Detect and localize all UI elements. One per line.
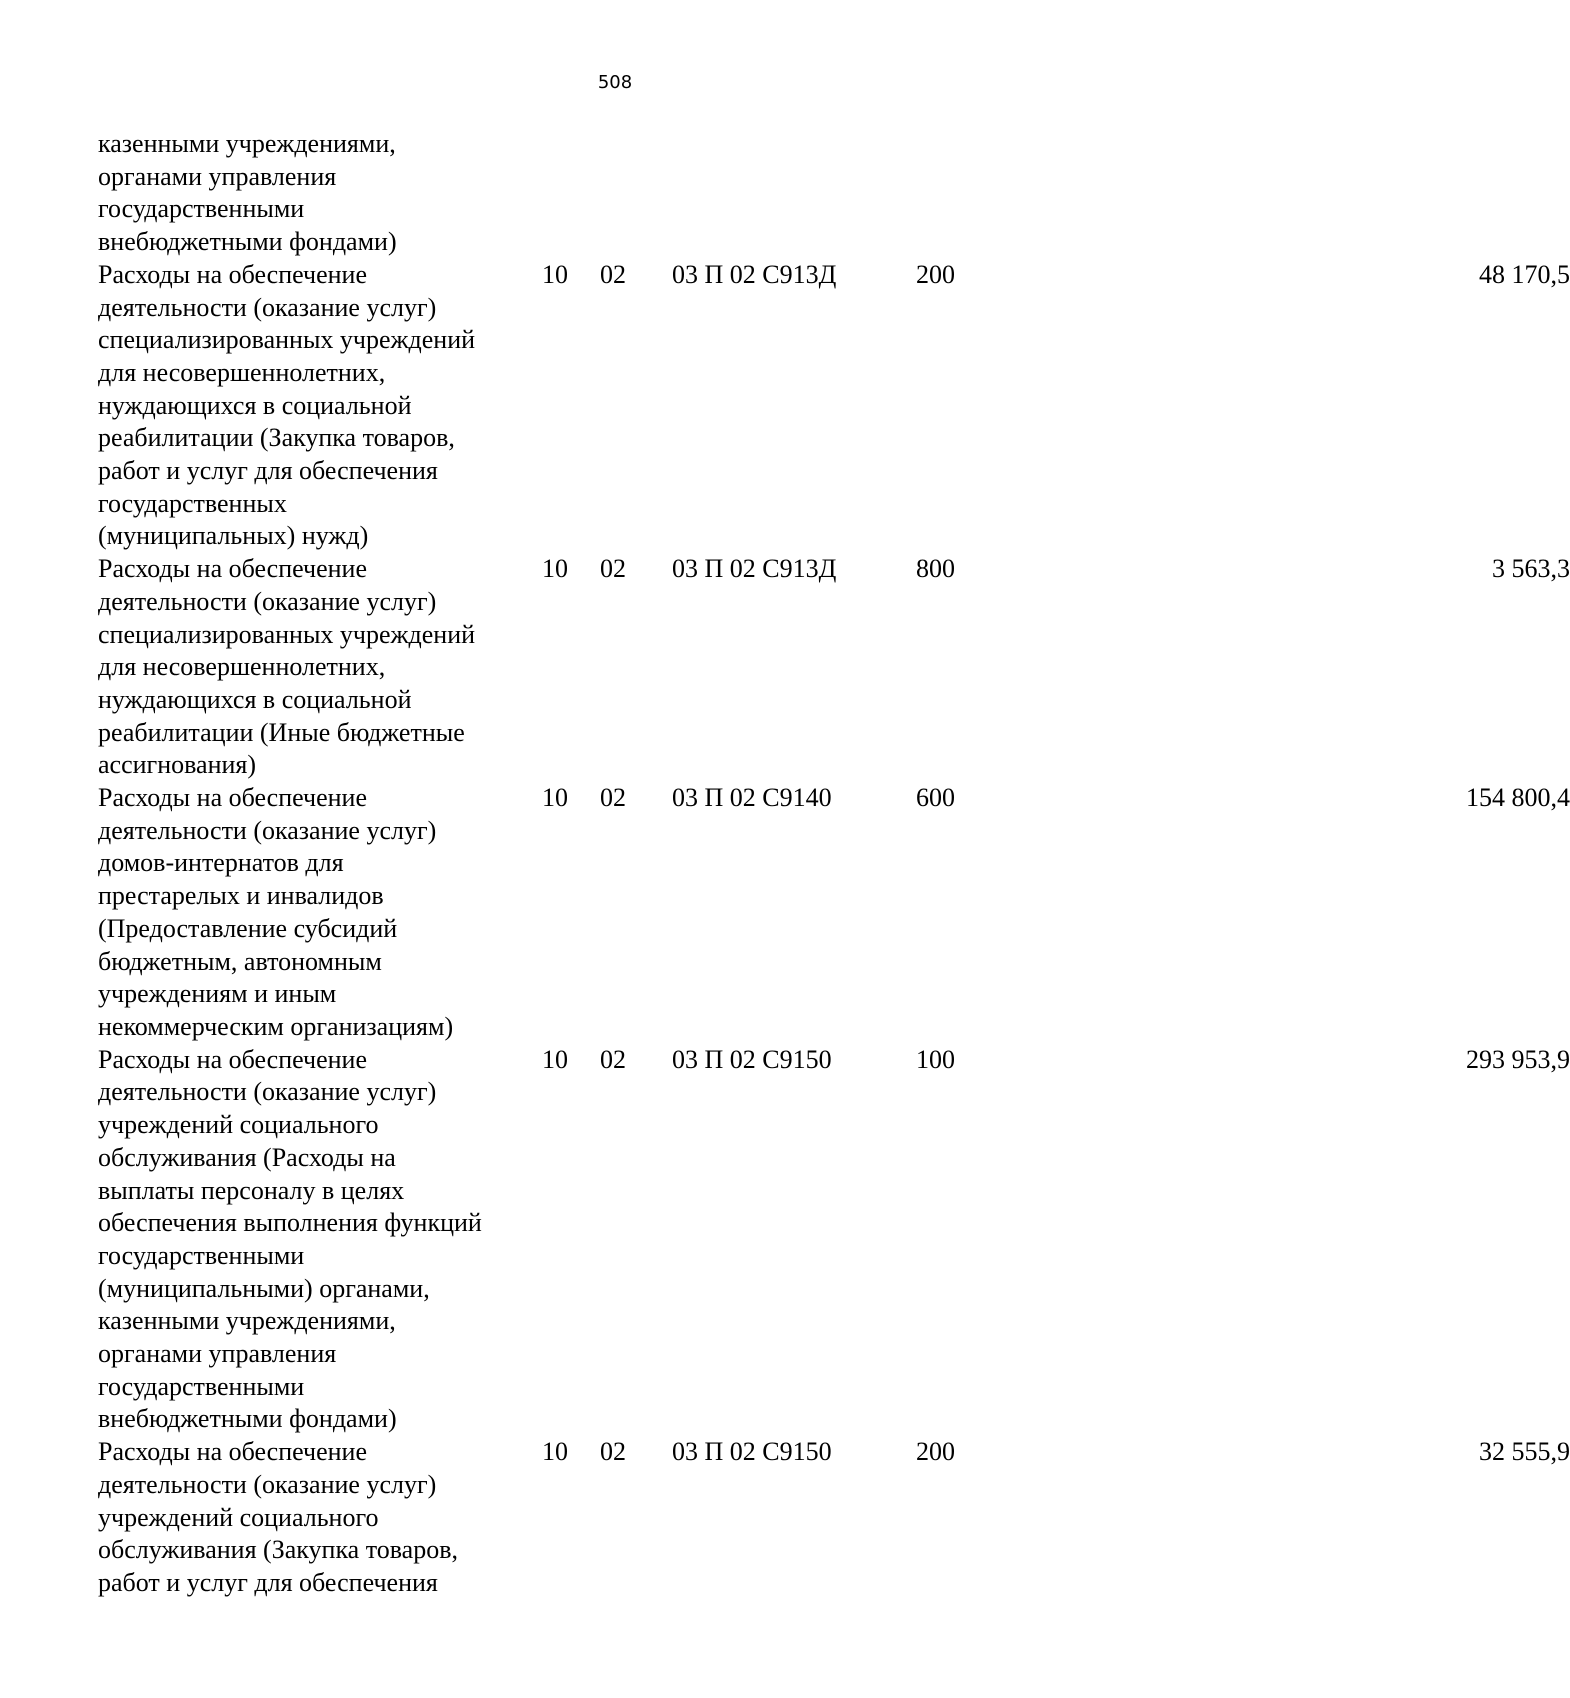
table-row xyxy=(98,782,1570,1044)
page-number: 508 xyxy=(597,72,633,93)
row-description: Расходы на обеспечение деятельности (оказание услуг) домов-интернатов для престарелых и инвалидов (Предоставление субсидий бюджетным, автономным учреждениям и иным некоммерческим организациям) xyxy=(98,783,454,1041)
row-expense-type-code: 200 xyxy=(916,1437,955,1467)
row-description: Расходы на обеспечение деятельности (оказание услуг) специализированных учреждений для несовершеннолетних, нуждающихся в социальной реабилитации (Иные бюджетные ассигнования) xyxy=(98,554,476,780)
row-target-article-code: 03 П 02 С913Д xyxy=(672,259,837,289)
row-target-article-code: 03 П 02 С9150 xyxy=(672,1044,832,1074)
row-subsection-code: 02 xyxy=(600,554,626,584)
row-section-code: 10 xyxy=(542,259,568,289)
table-row xyxy=(98,128,518,259)
row-amount: 3 563,3 xyxy=(1492,554,1570,584)
row-amount: 154 800,4 xyxy=(1466,783,1570,813)
row-target-article-code: 03 П 02 С9150 xyxy=(672,1437,832,1467)
row-amount: 293 953,9 xyxy=(1466,1044,1570,1074)
row-subsection-code: 02 xyxy=(600,1437,626,1467)
row-target-article-code: 03 П 02 С913Д xyxy=(672,554,837,584)
row-description: Расходы на обеспечение деятельности (оказание услуг) специализированных учреждений для несовершеннолетних, нуждающихся в социальной реабилитации (Закупка товаров, работ и услуг для обеспечения государственных (муниципальных) нужд) xyxy=(98,259,476,551)
row-subsection-code: 02 xyxy=(600,259,626,289)
row-amount: 32 555,9 xyxy=(1479,1437,1570,1467)
row-amount: 48 170,5 xyxy=(1479,259,1570,289)
row-target-article-code: 03 П 02 С9140 xyxy=(672,783,832,813)
row-expense-type-code: 200 xyxy=(916,259,955,289)
row-section-code: 10 xyxy=(542,783,568,813)
row-description: Расходы на обеспечение деятельности (оказание услуг) учреждений социального обслуживания (Расходы на выплаты персоналу в целях обеспечения выполнения функций государственными (муниципальными) органами, казенными учреждениями, органами управления государственными внебюджетными фондами) xyxy=(98,1044,482,1434)
row-description: казенными учреждениями, органами управления государственными внебюджетными фондами) xyxy=(98,129,397,257)
row-expense-type-code: 600 xyxy=(916,783,955,813)
table-row xyxy=(98,259,1570,553)
table-row xyxy=(98,1436,1570,1600)
table-row xyxy=(98,1044,1570,1436)
row-expense-type-code: 100 xyxy=(916,1044,955,1074)
row-subsection-code: 02 xyxy=(600,783,626,813)
row-subsection-code: 02 xyxy=(600,1044,626,1074)
table-row xyxy=(98,553,1570,782)
row-section-code: 10 xyxy=(542,1044,568,1074)
budget-table xyxy=(98,128,1570,1600)
row-section-code: 10 xyxy=(542,1437,568,1467)
row-expense-type-code: 800 xyxy=(916,554,955,584)
row-section-code: 10 xyxy=(542,554,568,584)
row-description: Расходы на обеспечение деятельности (оказание услуг) учреждений социального обслуживания (Закупка товаров, работ и услуг для обеспечения xyxy=(98,1437,458,1597)
